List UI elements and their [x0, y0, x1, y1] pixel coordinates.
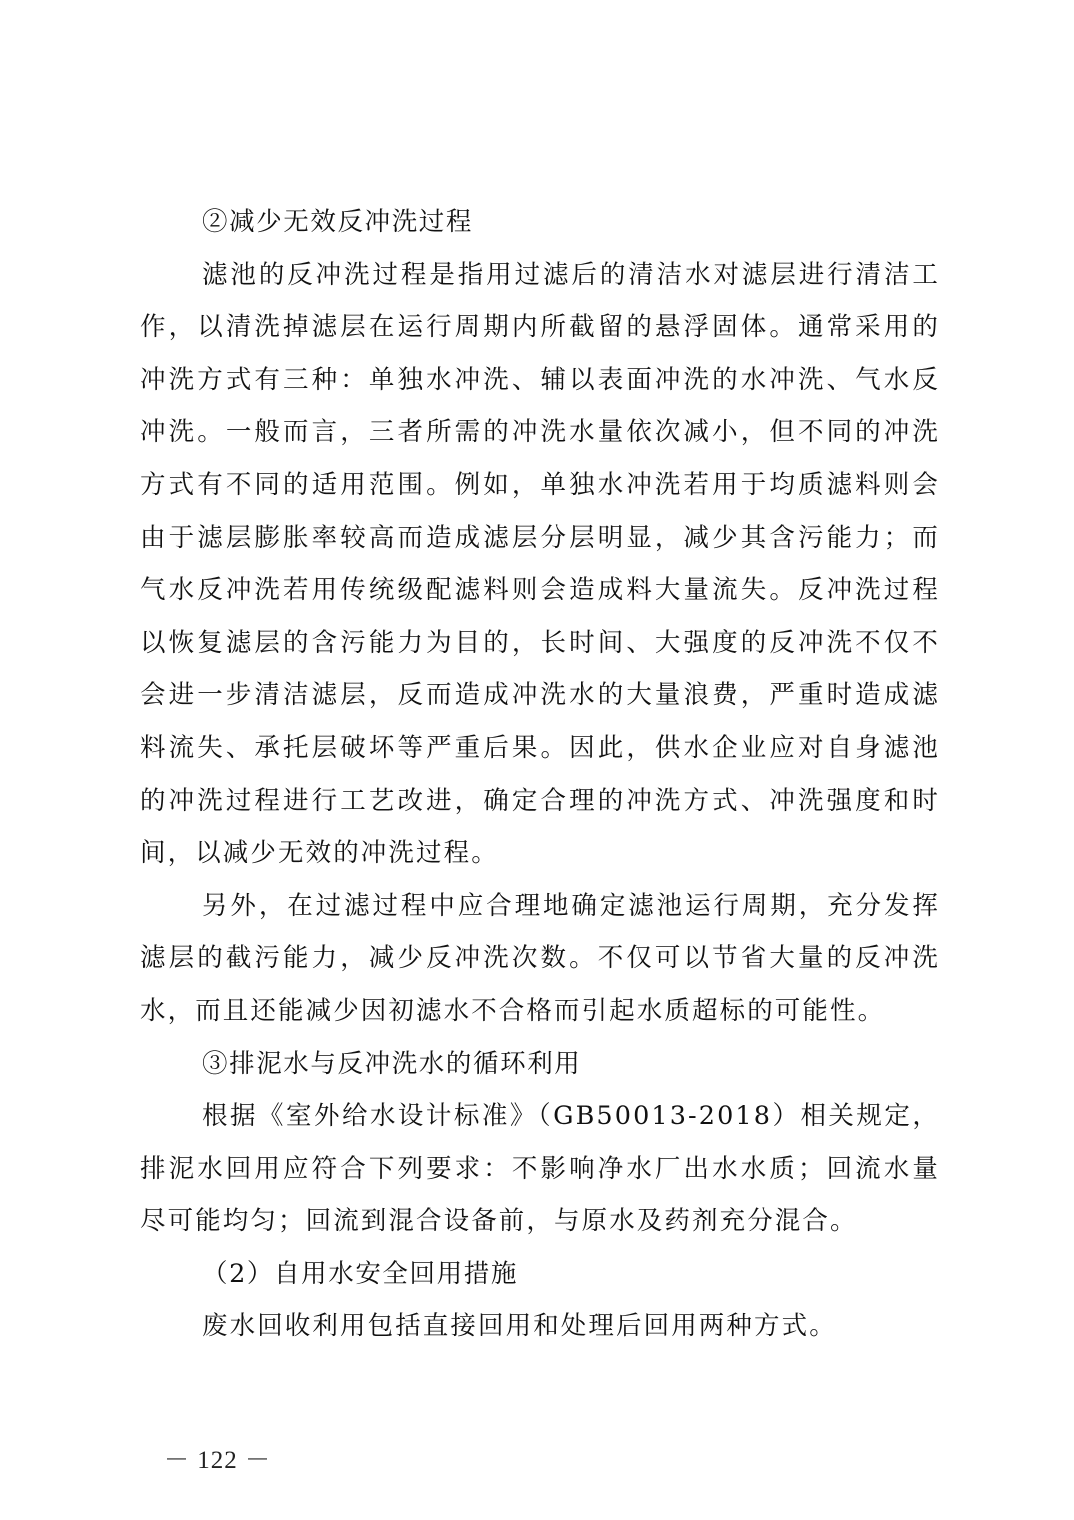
- page-body: [140, 196, 940, 1353]
- section-heading-water-recycling: ③排泥水与反冲洗水的循环利用: [202, 1048, 582, 1079]
- section-heading-self-use-water: （2）自用水安全回用措施: [202, 1258, 518, 1289]
- paragraph-backwash-process: 滤池的反冲洗过程是指用过滤后的清洁水对滤层进行清洁工作，以清洗掉滤层在运行周期内所截留的悬浮固体。通常采用的冲洗方式有三种：单独水冲洗、辅以表面冲洗的水冲洗、气水反冲洗。一般而言，三者所需的冲洗水量依次减小，但不同的冲洗方式有不同的适用范围。例如，单独水冲洗若用于均质滤料则会由于滤层膨胀率较高而造成滤层分层明显，减少其含污能力；而气水反冲洗若用传统级配滤料则会造成料大量流失。反冲洗过程以恢复滤层的含污能力为目的，长时间、大强度的反冲洗不仅不会进一步清洁滤层，反而造成冲洗水的大量浪费，严重时造成滤料流失、承托层破坏等严重后果。因此，供水企业应对自身滤池的冲洗过程进行工艺改进，确定合理的冲洗方式、冲洗强度和时间，以减少无效的冲洗过程。: [140, 259, 940, 869]
- paragraph-filter-cycle: 另外，在过滤过程中应合理地确定滤池运行周期，充分发挥滤层的截污能力，减少反冲洗次数。不仅可以节省大量的反冲洗水，而且还能减少因初滤水不合格而引起水质超标的可能性。: [140, 890, 940, 1026]
- page-number: － 122 －: [164, 1447, 272, 1474]
- paragraph-standard-requirements: 根据《室外给水设计标准》（GB50013-2018）相关规定，排泥水回用应符合下列要求：不影响净水厂出水水质；回流水量尽可能均匀；回流到混合设备前，与原水及药剂充分混合。: [140, 1101, 940, 1237]
- paragraph-wastewater-reuse: 废水回收利用包括直接回用和处理后回用两种方式。: [202, 1311, 837, 1342]
- section-heading-reduce-backwash: ②减少无效反冲洗过程: [202, 207, 474, 237]
